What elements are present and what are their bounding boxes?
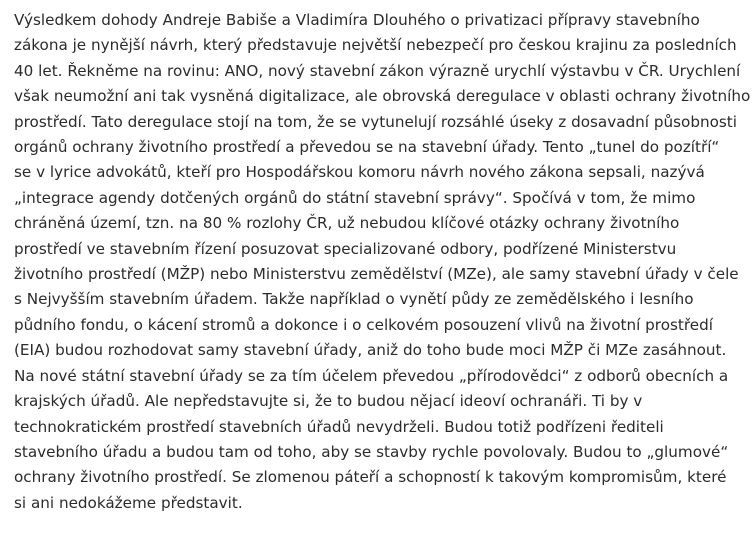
text-line: chráněná území, tzn. na 80 % rozlohy ČR, už nebudou klíčové otázky ochrany životního (14, 214, 680, 233)
text-line: si ani nedokážeme představit. (14, 493, 243, 512)
text-line: technokratickém prostředí stavebních úřadů nevydrželi. Budou totiž podřízeni řediteli (14, 417, 664, 436)
text-line: 40 let. Řekněme na rovinu: ANO, nový stavební zákon výrazně urychlí výstavbu v ČR. Urychlení (14, 61, 741, 80)
text-line: orgánů ochrany životního prostředí a převedou se na stavební úřady. Tento „tunel do pozítří“ (14, 138, 720, 157)
text-line: (EIA) budou rozhodovat samy stavební úřady, aniž do toho bude moci MŽP či MZe zasáhnout. (14, 341, 727, 360)
text-line: prostředí ve stavebním řízení posuzovat specializované odbory, podřízené Ministerstvu (14, 239, 677, 258)
text-line: prostředí. Tato deregulace stojí na tom, že se vytunelují rozsáhlé úseky z dosavadní působnosti (14, 112, 737, 131)
text-line: však neumožní ani tak vysněná digitalizace, ale obrovská deregulace v oblasti ochrany životního (14, 87, 751, 106)
text-line: krajských úřadů. Ale nepředstavujte si, že to budou nějací ideoví ochranáři. Ti by v (14, 392, 643, 411)
text-line: Výsledkem dohody Andreje Babiše a Vladimíra Dlouhého o privatizaci přípravy stavebního (14, 11, 700, 29)
text-line: ochrany životního prostředí. Se zlomenou páteří a schopností k takovým kompromisům, které (14, 468, 727, 487)
text-line: Na nové státní stavební úřady se za tím účelem převedou „přírodovědci“ z odborů obecních a (14, 366, 729, 385)
article-paragraph (14, 8, 750, 516)
text-line: se v lyrice advokátů, kteří pro Hospodářskou komoru návrh nového zákona sepsali, nazývá (14, 163, 705, 182)
text-line: „integrace agendy dotčených orgánů do státní stavební správy“. Spočívá v tom, že mimo (14, 188, 696, 207)
text-line: stavebního úřadu a budou tam od toho, aby se stavby rychle povolovaly. Budou to „glumové“ (14, 442, 729, 461)
text-line: zákona je nynější návrh, který představuje největší nebezpečí pro českou krajinu za posledních (14, 36, 737, 55)
text-line: půdního fondu, o kácení stromů a dokonce i o celkovém posouzení vlivů na životní prostředí (14, 315, 713, 334)
text-line: s Nejvyšším stavebním úřadem. Takže například o vynětí půdy ze zemědělského i lesního (14, 290, 694, 309)
text-line: životního prostředí (MŽP) nebo Ministerstvu zemědělství (MZe), ale samy stavební úřady v čele (14, 265, 739, 284)
